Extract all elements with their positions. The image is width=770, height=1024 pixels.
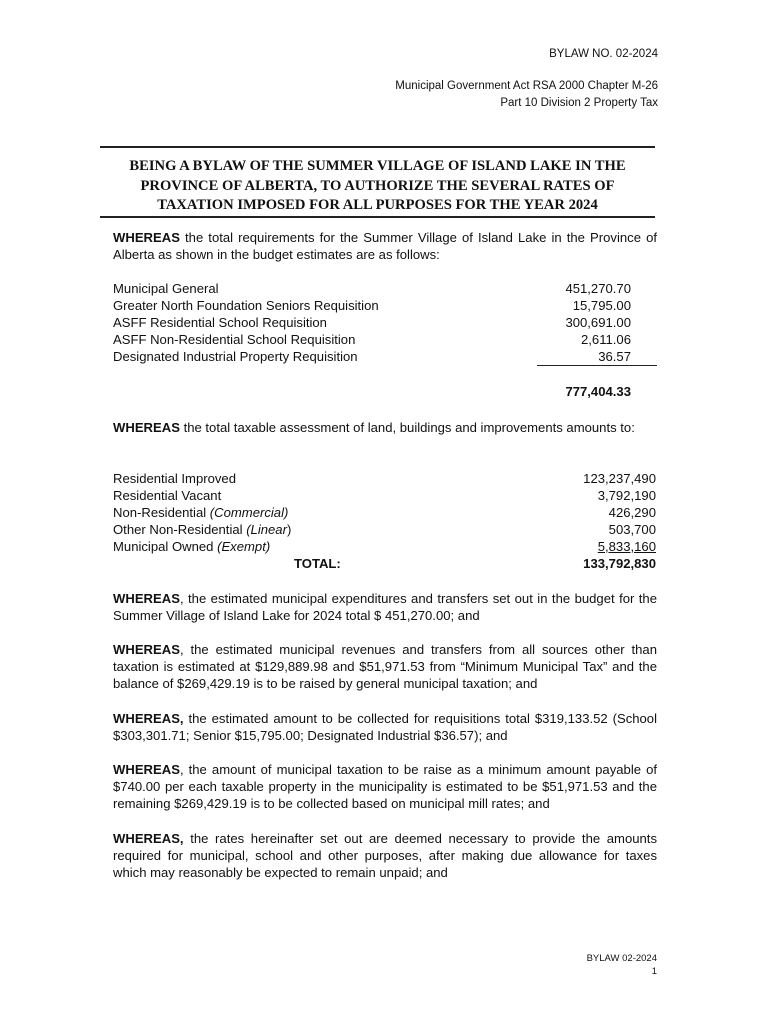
- assessment-row: [113, 538, 658, 555]
- budget-label: Designated Industrial Property Requisition: [113, 349, 358, 364]
- act-reference: [395, 78, 658, 112]
- assessment-total-label: TOTAL:: [294, 556, 341, 571]
- assessment-value: 503,700: [608, 522, 656, 537]
- budget-value: 451,270.70: [565, 281, 631, 296]
- whereas-keyword: WHEREAS: [113, 642, 180, 657]
- budget-value: 36.57: [598, 349, 631, 364]
- budget-label: ASFF Non-Residential School Requisition: [113, 332, 356, 347]
- whereas-requirements: [113, 229, 657, 263]
- act-reference-line2: Part 10 Division 2 Property Tax: [500, 97, 658, 109]
- assessment-label-text: Residential Improved: [113, 471, 236, 486]
- assessment-total-value: 133,792,830: [583, 556, 656, 571]
- budget-row: [113, 331, 658, 348]
- whereas-keyword: WHEREAS: [113, 591, 180, 606]
- assessment-label: [113, 521, 291, 538]
- budget-row: [113, 348, 658, 365]
- assessment-label: [113, 470, 236, 487]
- assessment-label: [113, 538, 270, 555]
- assessment-suffix: ): [286, 522, 292, 537]
- whereas-requisitions: [113, 710, 657, 744]
- title-bottom-rule: [100, 216, 655, 218]
- budget-value: 300,691.00: [565, 315, 631, 330]
- assessment-value: 123,237,490: [583, 471, 656, 486]
- whereas-minimum-tax: [113, 761, 657, 812]
- budget-total-row: [113, 383, 658, 400]
- whereas-expenditures: [113, 590, 657, 624]
- whereas-text: , the estimated municipal revenues and transfers from all sources other than taxation is estimated at $129,889.98 and $51,971.53 from “Minimum Municipal Tax” and the balance of $269,429.19 is to be raised by general municipal taxation; and: [113, 642, 657, 691]
- footer-bylaw: BYLAW 02-2024: [586, 953, 657, 964]
- whereas-text: , the estimated municipal expenditures and transfers set out in the budget for the Summer Village of Island Lake for 2024 total $ 451,270.00; and: [113, 591, 657, 623]
- assessment-value: 426,290: [608, 505, 656, 520]
- budget-row: [113, 297, 658, 314]
- budget-total-value: 777,404.33: [565, 384, 631, 399]
- whereas-text: the total taxable assessment of land, buildings and improvements amounts to:: [179, 420, 635, 435]
- assessment-label: [113, 504, 288, 521]
- assessment-row: [113, 521, 658, 538]
- whereas-text: , the amount of municipal taxation to be raise as a minimum amount payable of $740.00 per each taxable property in the municipality is estimated to be $51,971.53 and the remaining $269,429.19 is to be collected based on municipal mill rates; and: [113, 762, 657, 811]
- whereas-revenues: [113, 641, 657, 692]
- bylaw-number: [549, 46, 658, 63]
- whereas-text: the estimated amount to be collected for requisitions total $319,133.52 (School $303,301.71; Senior $15,795.00; Designated Industrial $36.57); and: [113, 711, 657, 743]
- whereas-text: the total requirements for the Summer Village of Island Lake in the Province of Alberta as shown in the budget estimates are as follows:: [113, 230, 657, 262]
- budget-label: Municipal General: [113, 281, 219, 296]
- assessment-qualifier: (Commercial): [209, 505, 289, 520]
- assessment-label-text: Residential Vacant: [113, 488, 222, 503]
- assessment-row: [113, 470, 658, 487]
- assessment-label-text: Non-Residential: [113, 505, 210, 520]
- whereas-keyword: WHEREAS,: [113, 711, 184, 726]
- budget-label: Greater North Foundation Seniors Requisition: [113, 298, 379, 313]
- act-reference-line1: Municipal Government Act RSA 2000 Chapter M-26: [395, 80, 658, 92]
- whereas-keyword: WHEREAS: [113, 420, 180, 435]
- bylaw-title: [100, 157, 655, 216]
- budget-row: [113, 280, 658, 297]
- page-number: 1: [651, 966, 657, 977]
- assessment-row: [113, 487, 658, 504]
- budget-value: 2,611.06: [581, 332, 631, 347]
- title-line3: TAXATION IMPOSED FOR ALL PURPOSES FOR THE YEAR 2024: [157, 197, 598, 213]
- assessment-total-row: [113, 555, 658, 572]
- budget-label: ASFF Residential School Requisition: [113, 315, 327, 330]
- budget-value: 15,795.00: [572, 298, 631, 313]
- budget-row: [113, 314, 658, 331]
- assessment-qualifier: (Linear: [246, 522, 287, 537]
- whereas-assessment: [113, 419, 657, 436]
- title-line1: BEING A BYLAW OF THE SUMMER VILLAGE OF ISLAND LAKE IN THE: [129, 158, 626, 174]
- whereas-keyword: WHEREAS,: [113, 831, 184, 846]
- whereas-rates: [113, 830, 657, 881]
- page-footer: [587, 952, 657, 978]
- title-line2: PROVINCE OF ALBERTA, TO AUTHORIZE THE SEVERAL RATES OF: [140, 177, 615, 194]
- assessment-label-text: Municipal Owned: [113, 539, 218, 554]
- assessment-qualifier: (Exempt): [217, 539, 271, 554]
- title-top-rule: [100, 146, 655, 148]
- assessment-label-text: Other Non-Residential: [113, 522, 247, 537]
- bylaw-number-text: BYLAW NO. 02-2024: [549, 48, 658, 60]
- assessment-row: [113, 504, 658, 521]
- assessment-value: 5,833,160: [597, 539, 656, 554]
- whereas-text: the rates hereinafter set out are deemed necessary to provide the amounts required for municipal, school and other purposes, after making due allowance for taxes which may reasonably be expected to remain unpaid; and: [113, 831, 657, 880]
- assessment-value: 3,792,190: [597, 488, 656, 503]
- whereas-keyword: WHEREAS: [113, 762, 180, 777]
- budget-sum-rule: [537, 365, 657, 366]
- whereas-keyword: WHEREAS: [113, 230, 180, 245]
- assessment-label: [113, 487, 221, 504]
